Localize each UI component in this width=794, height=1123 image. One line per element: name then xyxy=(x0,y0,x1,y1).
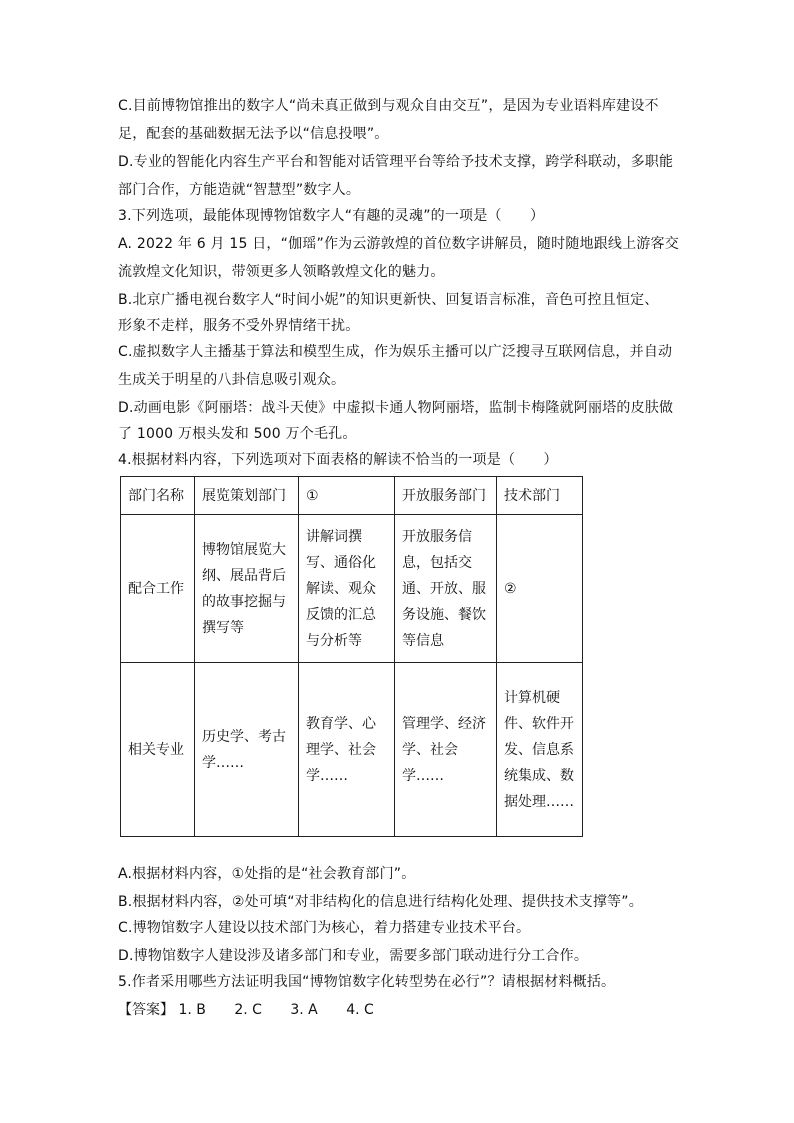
q3-option-a-line-1: A. 2022 年 6 月 15 日，“伽瑶”作为云游敦煌的首位数字讲解员，随时随地跟线上游客交 xyxy=(118,236,679,252)
table-cell xyxy=(299,663,395,837)
question-5: 5.作者采用哪些方法证明我国“博物馆数字化转型势在必行”？请根据材料概括。 xyxy=(118,974,616,990)
table-row-label: 配合工作 xyxy=(121,515,195,663)
option-d-line-1: D.专业的智能化内容生产平台和智能对话管理平台等给予技术支撑，跨学科联动，多职能 xyxy=(118,154,674,170)
table-cell-text: 开放服务信息，包括交通、开放、服务设施、餐饮等信息 xyxy=(402,528,486,649)
table-row-label: 相关专业 xyxy=(121,663,195,837)
question-4: 4.根据材料内容，下列选项对下面表格的解读不恰当的一项是（ ） xyxy=(118,452,558,468)
answer-item: 4. C xyxy=(346,1002,374,1018)
table-cell-text: 讲解词撰写、通俗化解读、观众反馈的汇总与分析等 xyxy=(306,528,376,649)
table-cell xyxy=(395,663,497,837)
q4-option-c: C.博物馆数字人建设以技术部门为核心，着力搭建专业技术平台。 xyxy=(118,920,531,936)
option-c-line-1: C.目前博物馆推出的数字人“尚未真正做到与观众自由交互”，是因为专业语料库建设不 xyxy=(118,98,659,114)
answer-item: 2. C xyxy=(234,1002,262,1018)
q3-option-c-line-2: 生成关于明星的八卦信息吸引观众。 xyxy=(118,372,346,388)
q3-option-b-line-1: B.北京广播电视台数字人“时间小妮”的知识更新快、回复语言标准，音色可控且恒定、 xyxy=(118,292,659,308)
table-header-row xyxy=(121,477,583,515)
table-cell xyxy=(497,663,583,837)
option-d-line-2: 部门合作，方能造就“智慧型”数字人。 xyxy=(118,182,361,198)
q3-option-b-line-2: 形象不走样，服务不受外界情绪干扰。 xyxy=(118,318,360,334)
table-row xyxy=(121,515,583,663)
table-header-cell: ① xyxy=(299,477,395,515)
table-header-cell: 技术部门 xyxy=(497,477,583,515)
answer-item: 3. A xyxy=(290,1002,318,1018)
q3-option-d-line-1: D.动画电影《阿丽塔：战斗天使》中虚拟卡通人物阿丽塔，监制卡梅隆就阿丽塔的皮肤做 xyxy=(118,400,674,416)
q4-option-b: B.根据材料内容，②处可填“对非结构化的信息进行结构化处理、提供技术支撑等”。 xyxy=(118,894,643,910)
q3-option-a-line-2: 流敦煌文化知识，带领更多人领略敦煌文化的魅力。 xyxy=(118,264,445,280)
q4-option-d: D.博物馆数字人建设涉及诸多部门和专业，需要多部门联动进行分工合作。 xyxy=(118,948,589,964)
table-cell-text: 教育学、心理学、社会学…… xyxy=(306,715,376,784)
department-table xyxy=(120,476,583,837)
table-cell-text: 管理学、经济学、社会学…… xyxy=(402,715,486,784)
answer-label: 【答案】 xyxy=(118,1002,174,1018)
q3-option-c-line-1: C.虚拟数字人主播基于算法和模型生成，作为娱乐主播可以广泛搜寻互联网信息，并自动 xyxy=(118,344,673,360)
table-cell-text: 博物馆展览大纲、展品背后的故事挖掘与撰写等 xyxy=(202,541,286,636)
table-header-cell: 开放服务部门 xyxy=(395,477,497,515)
table-cell-text: 历史学、考古学…… xyxy=(202,728,286,771)
table-cell xyxy=(195,663,299,837)
option-c-line-2: 足，配套的基础数据无法予以“信息投喂”。 xyxy=(118,126,389,142)
table-header-cell: 部门名称 xyxy=(121,477,195,515)
table-row xyxy=(121,663,583,837)
question-3: 3.下列选项，最能体现博物馆数字人“有趣的灵魂”的一项是（ ） xyxy=(118,208,545,224)
table-cell xyxy=(195,515,299,663)
q3-option-d-line-2: 了 1000 万根头发和 500 万个毛孔。 xyxy=(118,426,357,442)
answer-item: 1. B xyxy=(178,1002,206,1018)
answer-line xyxy=(118,1000,374,1020)
q4-option-a: A.根据材料内容，①处指的是“社会教育部门”。 xyxy=(118,866,416,882)
table-cell xyxy=(299,515,395,663)
table-cell xyxy=(395,515,497,663)
table-cell xyxy=(497,515,583,663)
table-header-cell: 展览策划部门 xyxy=(195,477,299,515)
table-cell-text: 计算机硬件、软件开发、信息系统集成、数据处理…… xyxy=(504,689,574,810)
table-cell-text: ② xyxy=(504,580,517,597)
